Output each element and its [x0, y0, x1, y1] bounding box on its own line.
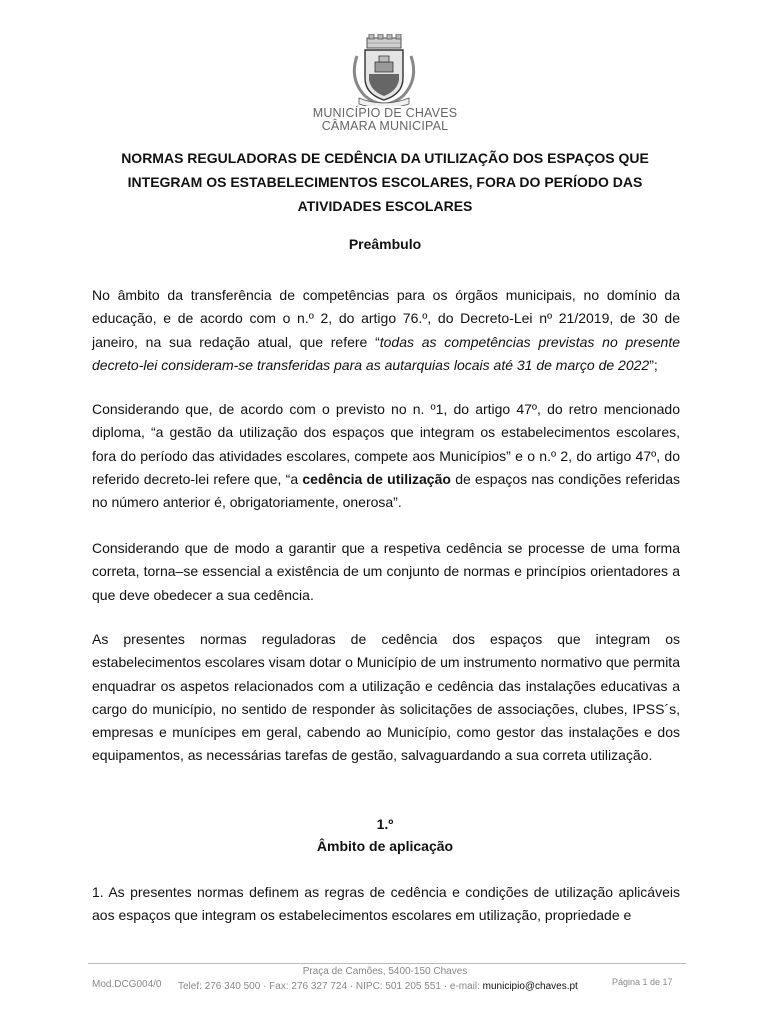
document-title: NORMAS REGULADORAS DE CEDÊNCIA DA UTILIZAÇÃO DOS ESPAÇOS QUE INTEGRAM OS ESTABELECIMENTOS ESCOLARES, FORA DO PERÍODO DAS ATIVIDADES ESCOLARES	[121, 150, 649, 214]
paragraph-2-emphasis: cedência de utilização	[302, 470, 451, 487]
paragraph-2-text: Considerando que, de acordo com o previsto no n. º1, do artigo 47º, do retro mencionado diploma, “a gestão da utilização dos espaços que integram os estabelecimentos escolares, fora do período das atividades escolares, compete aos Municípios” e o n.º 2, do artigo 47º, do referido decreto-lei refere que, “a	[92, 401, 680, 487]
preamble-heading: Preâmbulo	[348, 236, 422, 252]
org-subname: CÂMARA MUNICIPAL	[321, 119, 449, 133]
section-title: Âmbito de aplicação	[316, 838, 454, 854]
paragraph-5: 1. As presentes normas definem as regras de cedência e condições de utilização aplicáveis aos espaços que integram os estabelecimentos escolares em utilização, propriedade e	[92, 884, 680, 924]
org-name: MUNICÍPIO DE CHAVES	[312, 106, 458, 120]
footer-address: Praça de Camões, 5400-150 Chaves	[302, 966, 468, 977]
footer-form-code: Mod.DCG004/0	[92, 979, 162, 990]
paragraph-3: Considerando que de modo a garantir que a respetiva cedência se processe de uma forma correta, torna–se essencial a existência de um conjunto de normas e princípios orientadores a que deve obedecer a sua cedência.	[92, 540, 680, 603]
paragraph-1-quote: todas as competências previstas no presente decreto-lei consideram-se transferidas para as autarquias locais até 31 de março de 2022	[92, 333, 680, 373]
footer-email-link[interactable]: municipio@chaves.pt	[482, 981, 578, 992]
footer-divider	[88, 963, 686, 964]
coat-of-arms-icon	[343, 34, 425, 106]
paragraph-2-end: de espaços nas condições referidas no número anterior é, obrigatoriamente, onerosa”.	[92, 470, 680, 511]
paragraph-1-end: ”;	[649, 356, 658, 373]
paragraph-1-text: No âmbito da transferência de competências para os órgãos municipais, no domínio da educação, e de acordo com o n.º 2, do artigo 76.º, do Decreto-Lei nº 21/2019, de 30 de janeiro, na sua redação atual, que refere “	[92, 287, 680, 350]
page-number: Página 1 de 17	[612, 977, 673, 987]
paragraph-4: As presentes normas reguladoras de cedência dos espaços que integram os estabelecimentos escolares visam dotar o Município de um instrumento normativo que permita enquadrar os aspetos relacionados com a utilização e cedência das instalações educativas a cargo do município, no sentido de responder às solicitações de associações, clubes, IPSS´s, empresas e munícipes em geral, cabendo ao Município, como gestor das instalações e dos equipamentos, as necessárias tarefas de gestão, salvaguardando a sua correta utilização.	[92, 631, 680, 764]
footer-contact-numbers: Telef: 276 340 500 · Fax: 276 327 724 · NIPC: 501 205 551 · e-mail:	[178, 981, 483, 992]
paragraph-2	[92, 398, 680, 514]
paragraph-1	[92, 284, 680, 377]
section-number: 1.º	[376, 816, 394, 832]
footer-contacts	[178, 981, 578, 992]
